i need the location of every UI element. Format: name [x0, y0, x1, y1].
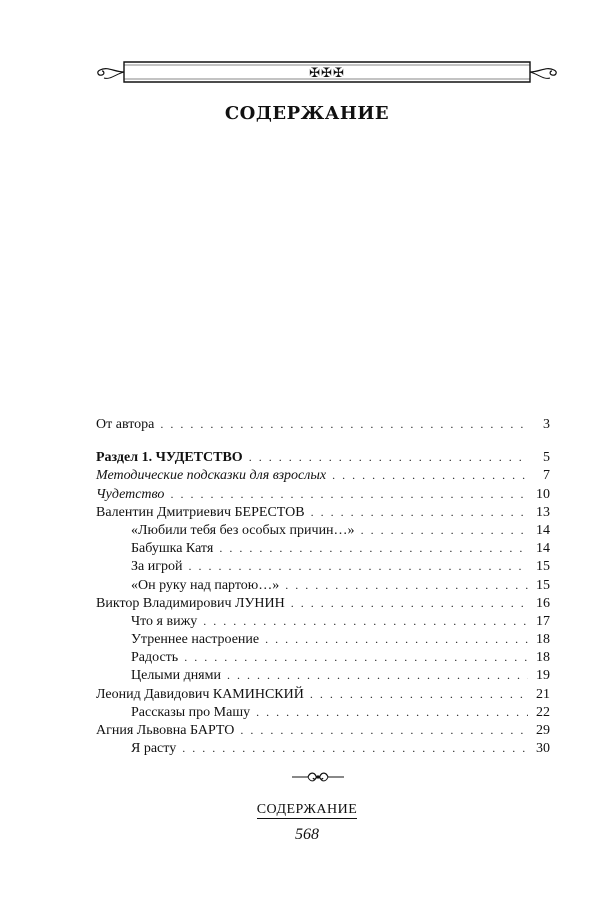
toc-entry-title: Целыми днями [131, 668, 221, 684]
page-number: 568 [295, 826, 319, 843]
toc-leader-dots [170, 485, 528, 503]
toc-entry-page: 5 [543, 450, 550, 466]
toc-entry-title: Агния Львовна БАРТО [96, 723, 235, 738]
toc-entry-title: Что я вижу [131, 613, 198, 629]
toc-entry-page: 15 [536, 577, 550, 593]
toc-entry [96, 594, 550, 612]
toc-entry-title: Бабушка Катя [131, 541, 214, 557]
toc-entry [96, 648, 550, 666]
toc-entry [96, 466, 550, 484]
toc-entry-page: 18 [536, 650, 550, 666]
toc-leader-dots [291, 594, 528, 612]
toc-leader-dots [249, 448, 528, 466]
toc-entry-title: Утреннее настроение [131, 632, 260, 648]
toc-leader-dots [227, 666, 528, 684]
toc-entry-title: Радость [131, 650, 179, 666]
toc-entry [96, 521, 550, 539]
toc-leader-dots [285, 576, 528, 594]
toc-leader-dots [240, 721, 528, 739]
page-title: СОДЕРЖАНИЕ [224, 103, 390, 124]
toc-entry-page: 10 [536, 486, 550, 502]
toc-entry [96, 557, 550, 575]
toc-leader-dots [265, 630, 528, 648]
running-head-text: СОДЕРЖАНИЕ [256, 802, 358, 817]
toc-leader-dots [160, 415, 528, 433]
toc-entry [96, 448, 550, 466]
toc-leader-dots [182, 739, 528, 757]
toc-entry-title: «Любили тебя без особых причин…» [131, 522, 355, 538]
toc-entry-page: 18 [536, 632, 550, 648]
toc-entry-page: 13 [536, 504, 550, 520]
toc-entry-title: Я расту [131, 741, 177, 757]
toc-entry-page: 17 [536, 613, 550, 629]
toc-entry [96, 612, 550, 630]
toc-entry-page: 19 [536, 668, 550, 684]
toc-entry-page: 3 [543, 417, 550, 432]
toc-entry-title: Рассказы про Машу [131, 704, 251, 720]
toc-entry-page: 15 [536, 559, 550, 575]
toc-entry [96, 539, 550, 557]
toc-leader-dots [184, 648, 528, 666]
header-mark: ✠✠✠ [309, 66, 345, 81]
toc-entry-title: Методические подсказки для взрослых [96, 468, 327, 484]
toc-entry-page: 29 [536, 723, 550, 738]
toc-entry [96, 721, 550, 739]
table-of-contents [96, 415, 550, 757]
running-head [0, 802, 614, 818]
toc-entry-title: Раздел 1. ЧУДЕТСТВО [96, 450, 243, 466]
header-ornament [96, 60, 558, 94]
toc-leader-dots [311, 503, 528, 521]
toc-leader-dots [203, 612, 528, 630]
toc-entry-title: Чудетство [96, 486, 165, 502]
toc-entry-page: 7 [543, 468, 550, 484]
toc-leader-dots [332, 466, 528, 484]
toc-entry-page: 16 [536, 595, 550, 611]
toc-entry [96, 703, 550, 721]
toc-entry [96, 415, 550, 433]
toc-leader-dots [361, 521, 528, 539]
toc-leader-dots [219, 539, 528, 557]
toc-entry-title: «Он руку над партою…» [131, 577, 280, 593]
toc-entry-title: Валентин Дмитриевич БЕРЕСТОВ [96, 504, 305, 520]
toc-entry [96, 630, 550, 648]
toc-entry-page: 30 [536, 741, 550, 757]
toc-entry-title: За игрой [131, 559, 183, 575]
toc-leader-dots [310, 685, 528, 703]
toc-leader-dots [256, 703, 528, 721]
footer-ornament-icon [290, 770, 346, 784]
toc-leader-dots [188, 557, 528, 575]
toc-entry [96, 685, 550, 703]
toc-entry-page: 14 [536, 541, 550, 557]
toc-entry-title: От автора [96, 417, 155, 432]
toc-entry [96, 485, 550, 503]
toc-entry [96, 503, 550, 521]
toc-entry-page: 21 [536, 686, 550, 702]
toc-entry-title: Виктор Владимирович ЛУНИН [96, 595, 285, 611]
toc-entry [96, 576, 550, 594]
toc-entry-title: Леонид Давидович КАМИНСКИЙ [96, 686, 304, 702]
toc-entry [96, 739, 550, 757]
toc-entry-page: 14 [536, 522, 550, 538]
toc-entry [96, 666, 550, 684]
toc-entry-page: 22 [536, 704, 550, 720]
